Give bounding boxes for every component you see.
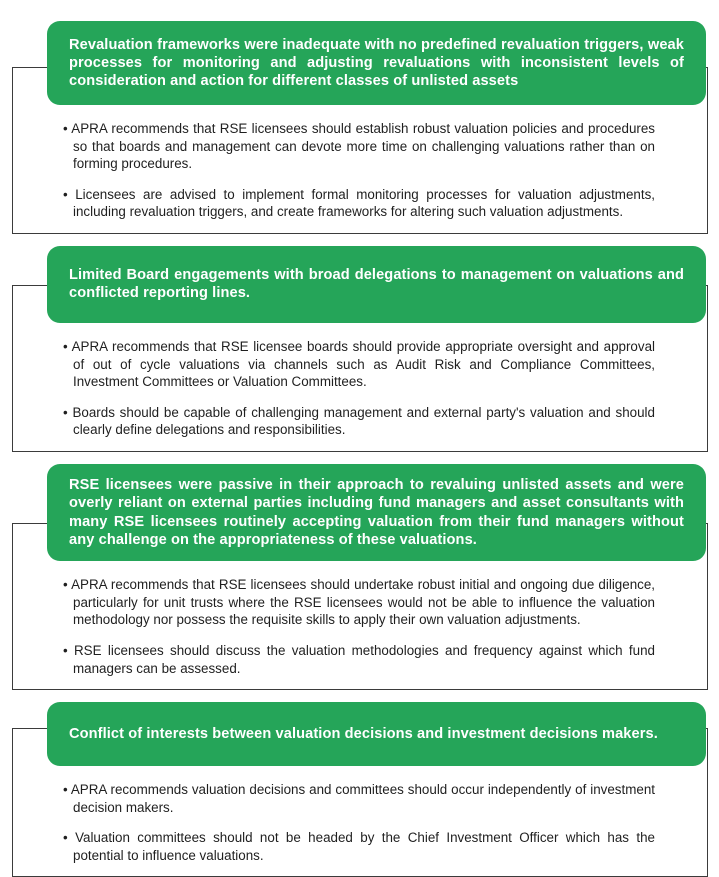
bullet-text: APRA recommends that RSE licensee boards should provide appropriate oversight and approval of out of cycle valuations via channels such as Audit Risk and Compliance Committees, Investment Committees or Valuation Committees. <box>71 338 655 390</box>
bullet-item <box>63 120 655 173</box>
finding-section-passive-revaluation-approach <box>12 464 708 690</box>
bullet-marker-icon: • <box>63 830 76 846</box>
finding-header-banner <box>47 464 706 561</box>
bullet-item <box>63 781 655 816</box>
bullet-item <box>63 186 655 221</box>
bullet-text: APRA recommends that RSE licensees should undertake robust initial and ongoing due diligence, particularly for unit trusts where the RSE licensees would not be able to influence the valuation methodology nor possess the requisite skills to apply their own valuation adjustments. <box>71 577 656 628</box>
bullet-marker-icon: • <box>63 782 71 798</box>
finding-header-text: Revaluation frameworks were inadequate with no predefined revaluation triggers, weak processes for monitoring and adjusting revaluations with inconsistent levels of consideration and action for different classes of unlisted assets <box>69 36 684 90</box>
finding-header-banner <box>47 21 706 105</box>
bullet-marker-icon: • <box>63 642 75 658</box>
bullet-text: Boards should be capable of challenging management and external party's valuation and should clearly define delegations and responsibilities. <box>72 404 655 438</box>
finding-header-banner <box>47 246 706 323</box>
bullet-text: Valuation committees should not be headed by the Chief Investment Officer which has the potential to influence valuations. <box>73 830 655 863</box>
finding-header-text: RSE licensees were passive in their approach to revaluing unlisted assets and were overly reliant on external parties including fund managers and asset consultants with many RSE licensees routinely accepting valuation from their fund managers without any challenge on the appropriateness of these valuations. <box>69 476 684 548</box>
bullet-text: APRA recommends valuation decisions and committees should occur independently of investment decision makers. <box>70 782 655 815</box>
finding-header-banner <box>47 702 706 766</box>
bullet-item <box>63 829 655 864</box>
bullet-marker-icon: • <box>63 338 72 354</box>
bullet-marker-icon: • <box>63 186 76 202</box>
finding-section-revaluation-frameworks <box>12 21 708 234</box>
bullet-marker-icon: • <box>63 577 72 593</box>
bullet-text: Licensees are advised to implement formal monitoring processes for valuation adjustments, including revaluation triggers, and create frameworks for altering such valuation adjustments. <box>73 186 655 220</box>
finding-section-limited-board-engagements <box>12 246 708 452</box>
bullet-item <box>63 338 655 391</box>
finding-section-conflict-of-interests <box>12 702 708 877</box>
bullet-item <box>63 642 655 677</box>
bullet-item <box>63 404 655 439</box>
bullet-marker-icon: • <box>63 121 72 136</box>
bullet-text: APRA recommends that RSE licensees should establish robust valuation policies and procedures so that boards and management can devote more time on challenging valuations rather than on forming procedures. <box>71 121 655 172</box>
bullet-item <box>63 576 655 629</box>
finding-header-text: Limited Board engagements with broad delegations to management on valuations and conflicted reporting lines. <box>69 267 684 302</box>
bullet-text: RSE licensees should discuss the valuation methodologies and frequency against which fund managers can be assessed. <box>73 642 655 676</box>
finding-header-text: Conflict of interests between valuation decisions and investment decisions makers. <box>69 725 658 742</box>
bullet-marker-icon: • <box>63 404 73 420</box>
